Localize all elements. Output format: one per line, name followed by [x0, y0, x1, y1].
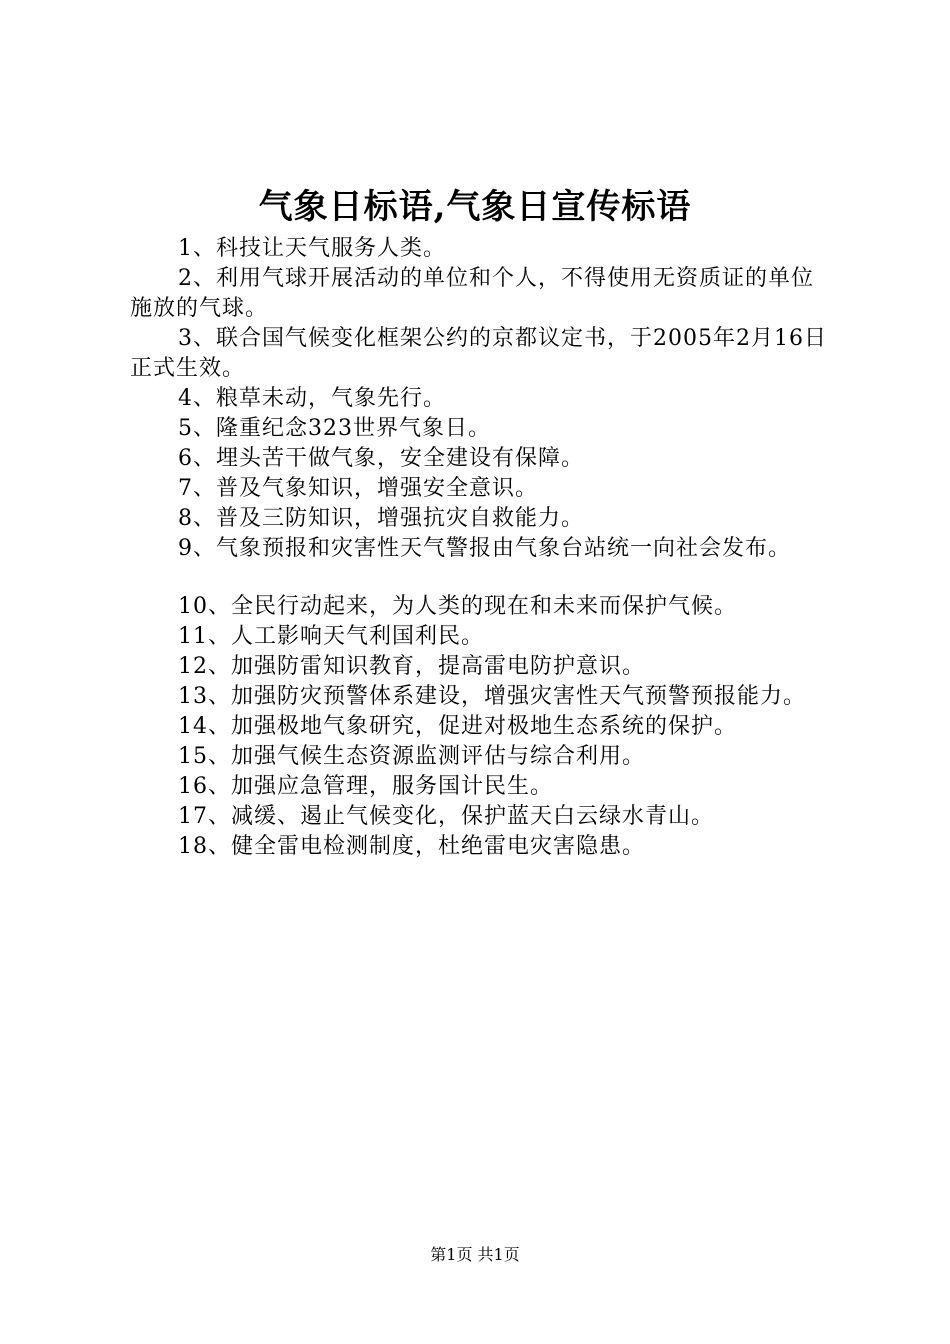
slogan-list [130, 234, 835, 862]
list-item: 1、科技让天气服务人类。 [178, 236, 446, 261]
list-item: 8、普及三防知识，增强抗灾自救能力。 [178, 506, 584, 531]
list-item: 6、埋头苦干做气象，安全建设有保障。 [178, 446, 584, 471]
list-item: 16、加强应急管理，服务国计民生。 [178, 774, 553, 799]
list-item: 4、粮草未动，气象先行。 [178, 386, 446, 411]
list-item: 12、加强防雷知识教育，提高雷电防护意识。 [178, 654, 645, 679]
list-item: 11、人工影响天气利国利民。 [178, 624, 484, 649]
list-item: 2、利用气球开展活动的单位和个人，不得使用无资质证的单位施放的气球。 [130, 266, 814, 321]
list-item: 3、联合国气候变化框架公约的京都议定书，于2005年2月16日正式生效。 [130, 326, 827, 381]
list-item: 7、普及气象知识，增强安全意识。 [178, 476, 538, 501]
list-item: 18、健全雷电检测制度，杜绝雷电灾害隐患。 [178, 834, 645, 859]
list-item: 10、全民行动起来，为人类的现在和未来而保护气候。 [178, 594, 737, 619]
page-footer: 第1页 共1页 [430, 1245, 520, 1264]
list-item: 17、减缓、遏止气候变化，保护蓝天白云绿水青山。 [178, 804, 714, 829]
list-item: 5、隆重纪念323世界气象日。 [178, 416, 491, 441]
list-item: 14、加强极地气象研究，促进对极地生态系统的保护。 [178, 714, 737, 739]
list-item: 15、加强气候生态资源监测评估与综合利用。 [178, 744, 645, 769]
page-title: 气象日标语,气象日宣传标语 [258, 187, 692, 227]
list-item: 9、气象预报和灾害性天气警报由气象台站统一向社会发布。 [178, 536, 791, 561]
list-item: 13、加强防灾预警体系建设，增强灾害性天气预警预报能力。 [178, 684, 806, 709]
paragraph-gap [130, 564, 835, 592]
